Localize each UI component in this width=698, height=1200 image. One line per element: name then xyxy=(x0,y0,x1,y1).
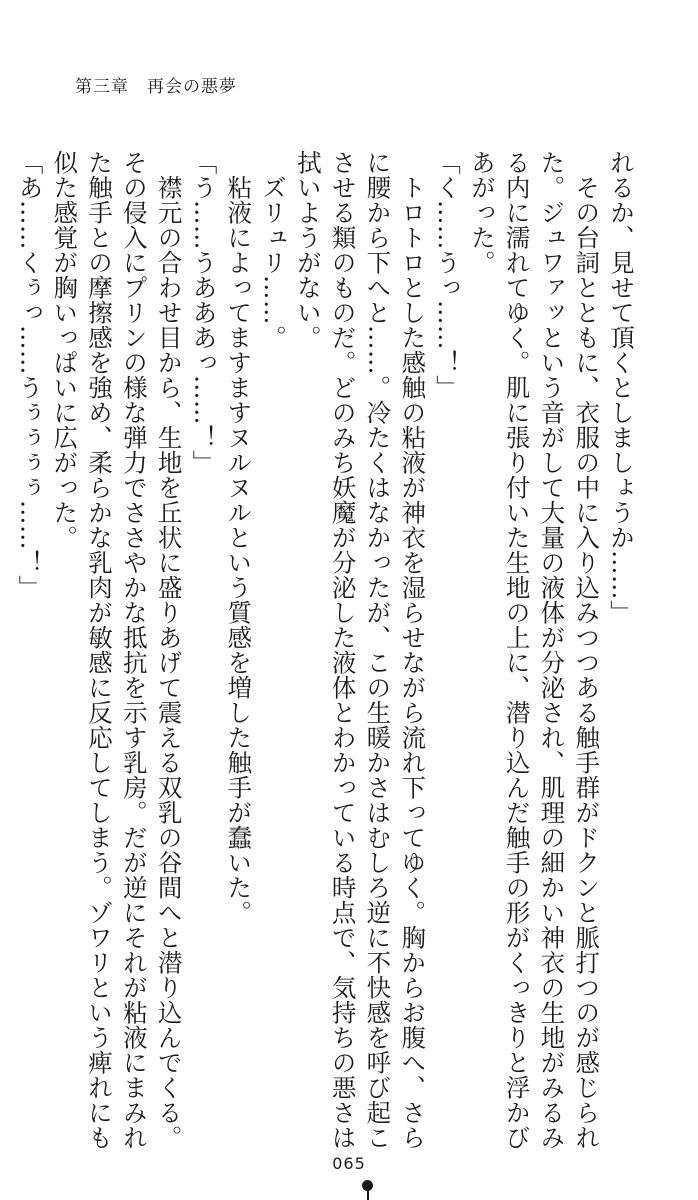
text-column: 襟元の合わせ目から、生地を丘状に盛りあげて震える双乳の谷間へと潜り込んでくる。 xyxy=(154,150,184,1150)
text-column: た触手との摩擦感を強め、柔らかな乳肉が敏感に反応してしまう。ゾワリという痺れにも xyxy=(85,150,115,1150)
text-column: に腰から下へと……。冷たくはなかったが、この生暖かさはむしろ逆に不快感を呼び起こ xyxy=(363,150,393,1150)
text-column: トロトロとした感触の粘液が神衣を湿らせながら流れ下ってゆく。胸からお腹へ、さら xyxy=(398,150,428,1150)
text-column: た。ジュワァッという音がして大量の液体が分泌され、肌理の細かい神衣の生地がみるみ xyxy=(537,150,567,1150)
page-ornament-stem xyxy=(367,1190,369,1200)
text-column: 「う……うあああっ……！」 xyxy=(189,150,219,475)
text-column: れるか、見せて頂くとしましょうか……」 xyxy=(607,150,636,625)
chapter-title: 再会の悪夢 xyxy=(147,77,237,97)
text-column: 拭いようがない。 xyxy=(293,150,323,350)
text-column: ズリュリ……。 xyxy=(259,150,289,350)
text-column: 似た感覚が胸いっぱいに広がった。 xyxy=(50,150,80,550)
page-number: 065 xyxy=(332,1154,366,1173)
text-column: 「あ……くぅっ……うぅぅぅぅ……！」 xyxy=(15,150,45,600)
body-text xyxy=(12,150,638,1150)
text-column: させる類のものだ。どのみち妖魔が分泌した液体とわかっている時点で、気持ちの悪さは xyxy=(328,150,358,1150)
text-column: 「く……うっ……！」 xyxy=(433,150,463,400)
text-column: その台詞とともに、衣服の中に入り込みつつある触手群がドクンと脈打つのが感じられ xyxy=(572,150,602,1150)
text-column: あがった。 xyxy=(467,150,497,275)
header-spacer xyxy=(129,77,147,97)
text-column: その侵入にプリンの様な弾力でささやかな抵抗を示す乳房。だが逆にそれが粘液にまみれ xyxy=(119,150,149,1150)
running-head xyxy=(75,72,237,97)
text-column: る内に濡れてゆく。肌に張り付いた生地の上に、潜り込んだ触手の形がくっきりと浮かび xyxy=(502,150,532,1150)
text-column: 粘液によってますますヌルヌルという質感を増した触手が蠢いた。 xyxy=(224,150,254,925)
chapter-number: 第三章 xyxy=(75,77,129,97)
